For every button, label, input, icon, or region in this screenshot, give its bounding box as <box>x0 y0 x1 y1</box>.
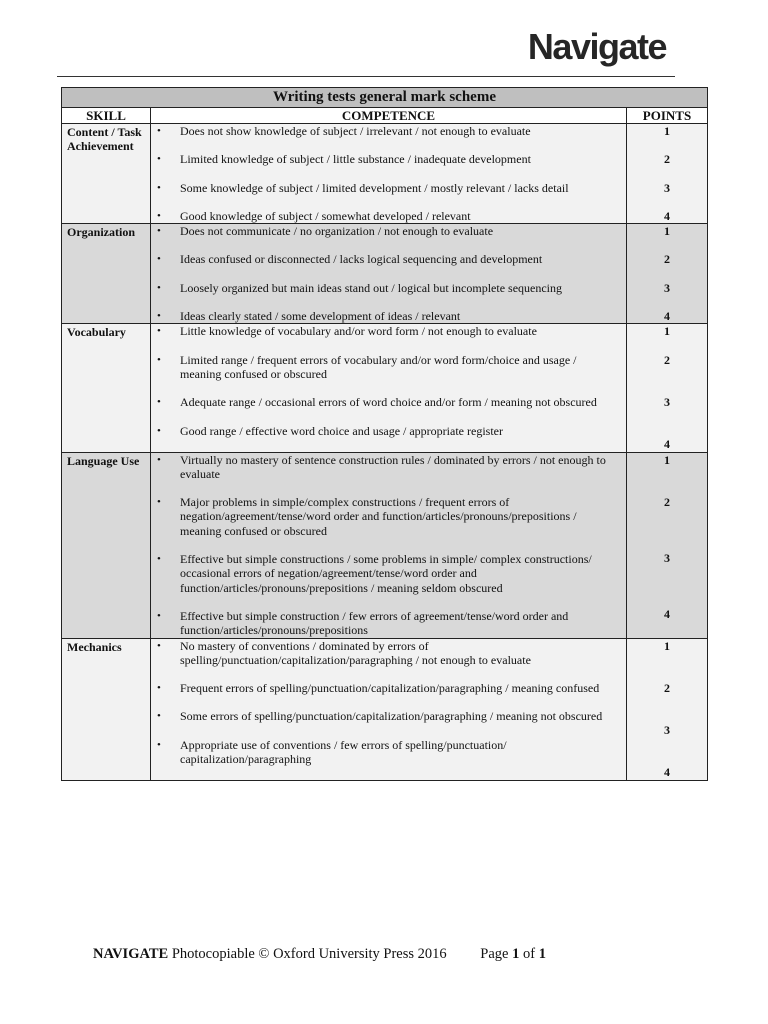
navigate-logo: Navigate <box>527 26 666 67</box>
points-value: 1 <box>664 452 670 467</box>
table-title: Writing tests general mark scheme <box>62 88 708 108</box>
list-item: • Some knowledge of subject / limited development / mostly relevant / lacks detail <box>157 180 569 195</box>
points-value: 2 <box>664 252 670 267</box>
points-value: 3 <box>664 180 670 195</box>
footer-copyright: Photocopiable © Oxford University Press 2016 <box>171 946 447 962</box>
list-item: • Major problems in simple/complex constructions / frequent errors of negation/agreement/tense/word order and function/articles/pronouns/prepositions / meaning confused or obscured <box>157 495 577 538</box>
list-item: • Does not show knowledge of subject / irrelevant / not enough to evaluate <box>157 124 531 138</box>
points-value: 3 <box>664 280 670 295</box>
list-item: • Appropriate use of conventions / few errors of spelling/punctuation/ capitalization/paragraphing <box>157 737 507 767</box>
list-item: • Limited knowledge of subject / little substance / inadequate development <box>157 152 531 167</box>
list-item: • Ideas clearly stated / some development of ideas / relevant <box>157 309 461 324</box>
page-footer <box>93 946 546 963</box>
points-value: 1 <box>664 124 670 138</box>
column-header-skill: SKILL <box>62 108 151 124</box>
skill-label: Mechanics <box>62 638 151 780</box>
points-value: 2 <box>664 494 670 509</box>
points-value: 4 <box>664 765 670 780</box>
points-value: 1 <box>664 324 670 339</box>
skill-label: Vocabulary <box>62 324 151 452</box>
table-row <box>62 452 708 638</box>
points-value: 1 <box>664 224 670 239</box>
list-item: • Adequate range / occasional errors of word choice and/or form / meaning not obscured <box>157 395 597 410</box>
header-rule <box>57 76 675 77</box>
page-number: Page 1 of 1 <box>480 946 546 962</box>
points-value: 2 <box>664 152 670 167</box>
list-item: • Some errors of spelling/punctuation/capitalization/paragraphing / meaning not obscured <box>157 709 603 724</box>
table-row <box>62 224 708 324</box>
points-value: 3 <box>664 551 670 566</box>
points-value: 2 <box>664 352 670 367</box>
list-item: • Virtually no mastery of sentence construction rules / dominated by errors / not enough to evaluate <box>157 452 606 481</box>
points-value: 3 <box>664 394 670 409</box>
points-value: 4 <box>664 208 670 223</box>
points-value: 2 <box>664 680 670 695</box>
list-item: • Good knowledge of subject / somewhat developed / relevant <box>157 208 471 223</box>
list-item: • Does not communicate / no organization / not enough to evaluate <box>157 224 494 239</box>
list-item: • Good range / effective word choice and usage / appropriate register <box>157 423 503 438</box>
column-header-competence: COMPETENCE <box>151 108 627 124</box>
list-item: • Ideas confused or disconnected / lacks logical sequencing and development <box>157 252 543 267</box>
skill-label: Language Use <box>62 452 151 638</box>
skill-label: Content / Task Achievement <box>62 124 151 224</box>
footer-brand: NAVIGATE <box>93 946 169 962</box>
points-value: 1 <box>664 638 670 653</box>
list-item: • Effective but simple construction / few errors of agreement/tense/word order and function/articles/pronouns/prepositions <box>157 608 569 638</box>
points-value: 3 <box>664 723 670 738</box>
points-value: 4 <box>664 309 670 324</box>
list-item: • Limited range / frequent errors of vocabulary and/or word form/choice and usage / meaning confused or obscured <box>157 352 577 381</box>
points-value: 4 <box>664 607 670 622</box>
mark-scheme-table <box>61 87 708 781</box>
list-item: • Effective but simple constructions / some problems in simple/ complex constructions/ occasional errors of negation/agreement/tense/word order and function/articles/pronouns/prepositions / meaning seldom obscured <box>157 552 592 595</box>
skill-label: Organization <box>62 224 151 324</box>
list-item: • Little knowledge of vocabulary and/or word form / not enough to evaluate <box>157 324 537 339</box>
table-row <box>62 124 708 224</box>
table-row <box>62 324 708 452</box>
list-item: • Loosely organized but main ideas stand out / logical but incomplete sequencing <box>157 280 563 295</box>
list-item: • Frequent errors of spelling/punctuation/capitalization/paragraphing / meaning confused <box>157 681 600 696</box>
list-item: • No mastery of conventions / dominated by errors of spelling/punctuation/capitalization/paragraphing / not enough to evaluate <box>157 638 531 667</box>
points-value: 4 <box>664 437 670 452</box>
column-header-points: POINTS <box>627 108 708 124</box>
table-row <box>62 638 708 780</box>
